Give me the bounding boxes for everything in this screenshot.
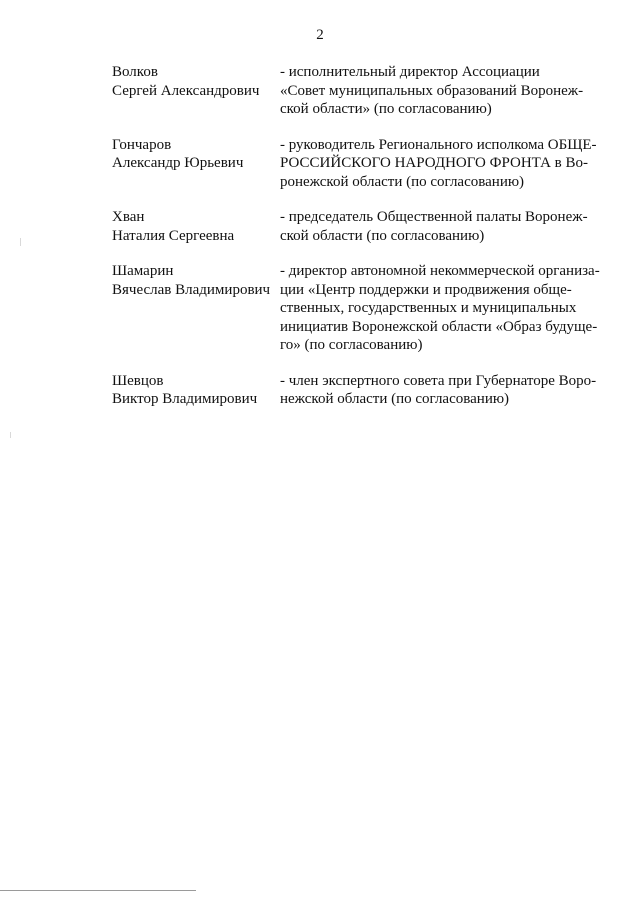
member-entry-shevtsov	[112, 372, 612, 409]
page-number: 2	[316, 27, 324, 43]
member-name	[112, 372, 280, 409]
member-name	[112, 136, 280, 192]
role-line: ственных, государственных и муниципальных	[280, 300, 577, 316]
role-line: - исполнительный директор Ассоциации	[280, 64, 540, 80]
member-entry-volkov	[112, 63, 612, 119]
member-entry-goncharov	[112, 136, 612, 192]
role-line: ции «Центр поддержки и продвижения обще-	[280, 281, 572, 298]
role-line: ронежской области (по согласованию)	[280, 173, 525, 190]
member-surname: Волков	[112, 64, 158, 80]
role-line: нежской области (по согласованию)	[280, 391, 510, 407]
member-surname: Хван	[112, 209, 145, 225]
role-line: - руководитель Регионального исполкома ОБЩЕ-	[280, 136, 597, 153]
role-line: РОССИЙСКОГО НАРОДНОГО ФРОНТА в Во-	[280, 155, 588, 171]
scan-artifact	[10, 432, 11, 438]
member-given-names: Вячеслав Владимирович	[112, 281, 271, 298]
role-line: «Совет муниципальных образований Воронеж-	[280, 82, 584, 99]
role-line: го» (по согласованию)	[280, 337, 423, 353]
member-name	[112, 208, 280, 245]
member-entry-shamarin	[112, 262, 612, 355]
member-surname: Шамарин	[112, 263, 174, 279]
footer-rule	[0, 890, 196, 891]
role-line: - директор автономной некоммерческой организа-	[280, 263, 600, 279]
role-line: ской области (по согласованию)	[280, 227, 485, 244]
role-line: - член экспертного совета при Губернаторе Воро-	[280, 372, 597, 389]
member-given-names: Наталия Сергеевна	[112, 227, 235, 244]
role-line: ской области» (по согласованию)	[280, 101, 492, 117]
scan-artifact	[20, 238, 21, 246]
member-surname: Шевцов	[112, 372, 164, 389]
member-role	[280, 372, 612, 409]
members-list	[112, 63, 612, 426]
member-role	[280, 136, 612, 192]
member-name	[112, 262, 280, 355]
member-name	[112, 63, 280, 119]
member-role	[280, 262, 612, 355]
member-role	[280, 208, 612, 245]
member-role	[280, 63, 612, 119]
member-given-names: Александр Юрьевич	[112, 155, 244, 171]
member-given-names: Виктор Владимирович	[112, 391, 258, 407]
member-entry-khvan	[112, 208, 612, 245]
member-surname: Гончаров	[112, 136, 172, 153]
member-given-names: Сергей Александрович	[112, 82, 260, 99]
role-line: инициатив Воронежской области «Образ будуще-	[280, 318, 598, 335]
role-line: - председатель Общественной палаты Воронеж-	[280, 209, 588, 225]
